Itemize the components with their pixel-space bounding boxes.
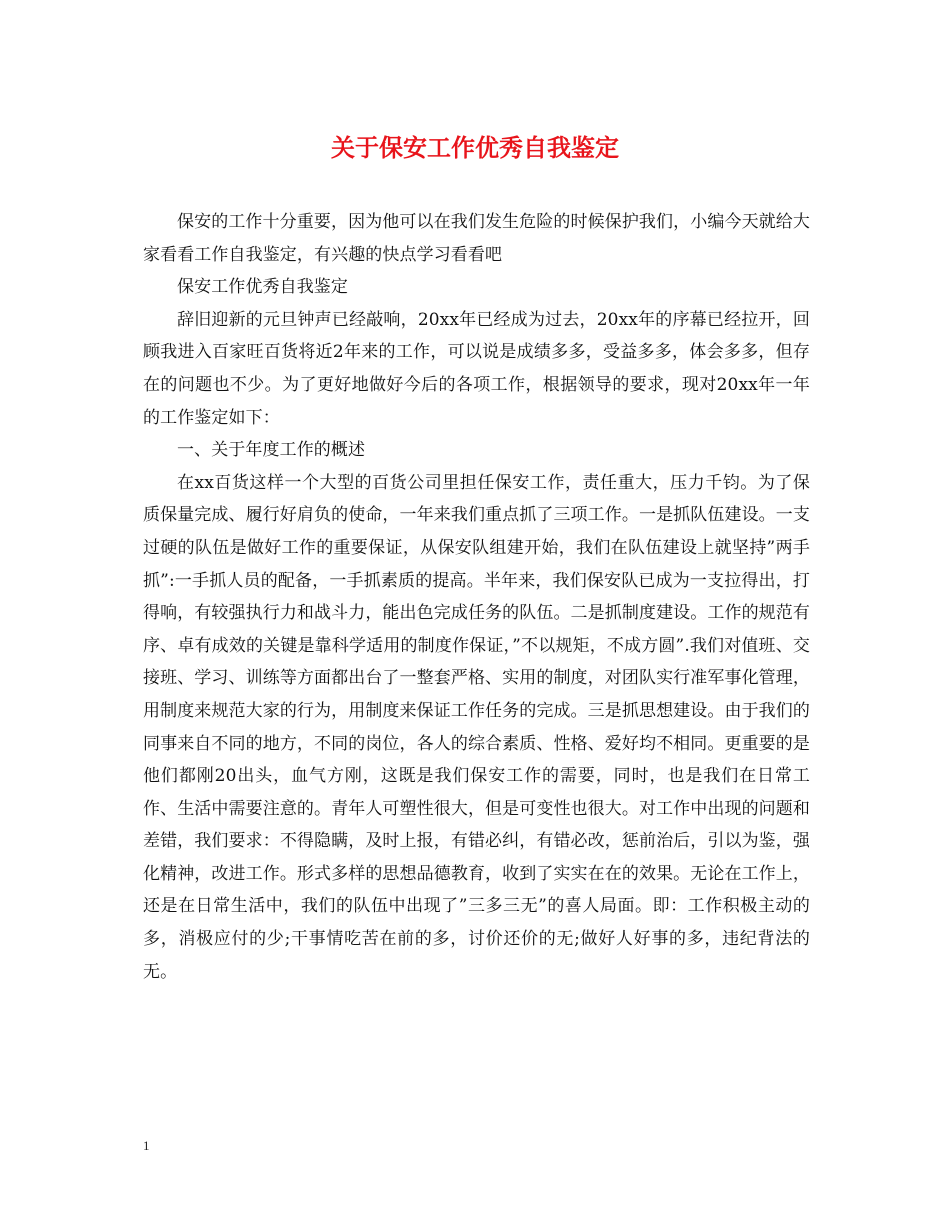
opening-paragraph: 辞旧迎新的元旦钟声已经敲响，20xx年已经成为过去，20xx年的序幕已经拉开，回顾我进入百家旺百货将近2年来的工作，可以说是成绩多多，受益多多，体会多多，但存在的问题也不少。为了更好地做好今后的各项工作，根据领导的要求，现对20xx年一年的工作鉴定如下：: [143, 309, 810, 428]
page-number: 1: [143, 1138, 150, 1153]
document-title: 关于保安工作优秀自我鉴定: [331, 133, 619, 162]
intro-paragraph: 保安的工作十分重要，因为他可以在我们发生危险的时候保护我们，小编今天就给大家看看工作自我鉴定，有兴趣的快点学习看看吧: [143, 212, 810, 265]
section-heading: 保安工作优秀自我鉴定: [177, 277, 348, 298]
subsection-heading: 一、关于年度工作的概述: [177, 440, 366, 461]
work-overview-paragraph: 在xx百货这样一个大型的百货公司里担任保安工作，责任重大，压力千钧。为了保质保量完成、履行好肩负的使命，一年来我们重点抓了三项工作。一是抓队伍建设。一支过硬的队伍是做好工作的重要保证，从保安队组建开始，我们在队伍建设上就坚持”两手抓”:一手抓人员的配备，一手抓素质的提高。半年来，我们保安队已成为一支拉得出，打得响，有较强执行力和战斗力，能出色完成任务的队伍。二是抓制度建设。工作的规范有序、卓有成效的关键是靠科学适用的制度作保证，”不以规矩，不成方圆”.我们对值班、交接班、学习、训练等方面都出台了一整套严格、实用的制度，对团队实行准军事化管理，用制度来规范大家的行为，用制度来保证工作任务的完成。三是抓思想建设。由于我们的同事来自不同的地方，不同的岗位，各人的综合素质、性格、爱好均不相同。更重要的是他们都刚20出头，血气方刚，这既是我们保安工作的需要，同时，也是我们在日常工作、生活中需要注意的。青年人可塑性很大，但是可变性也很大。对工作中出现的问题和差错，我们要求：不得隐瞒，及时上报，有错必纠，有错必改，惩前治后，引以为鉴，强化精神，改进工作。形式多样的思想品德教育，收到了实实在在的效果。无论在工作上，还是在日常生活中，我们的队伍中出现了”三多三无”的喜人局面。即：工作积极主动的多，消极应付的少;干事情吃苦在前的多，讨价还价的无;做好人好事的多，违纪背法的无。: [143, 472, 810, 982]
document-body: [143, 206, 810, 988]
